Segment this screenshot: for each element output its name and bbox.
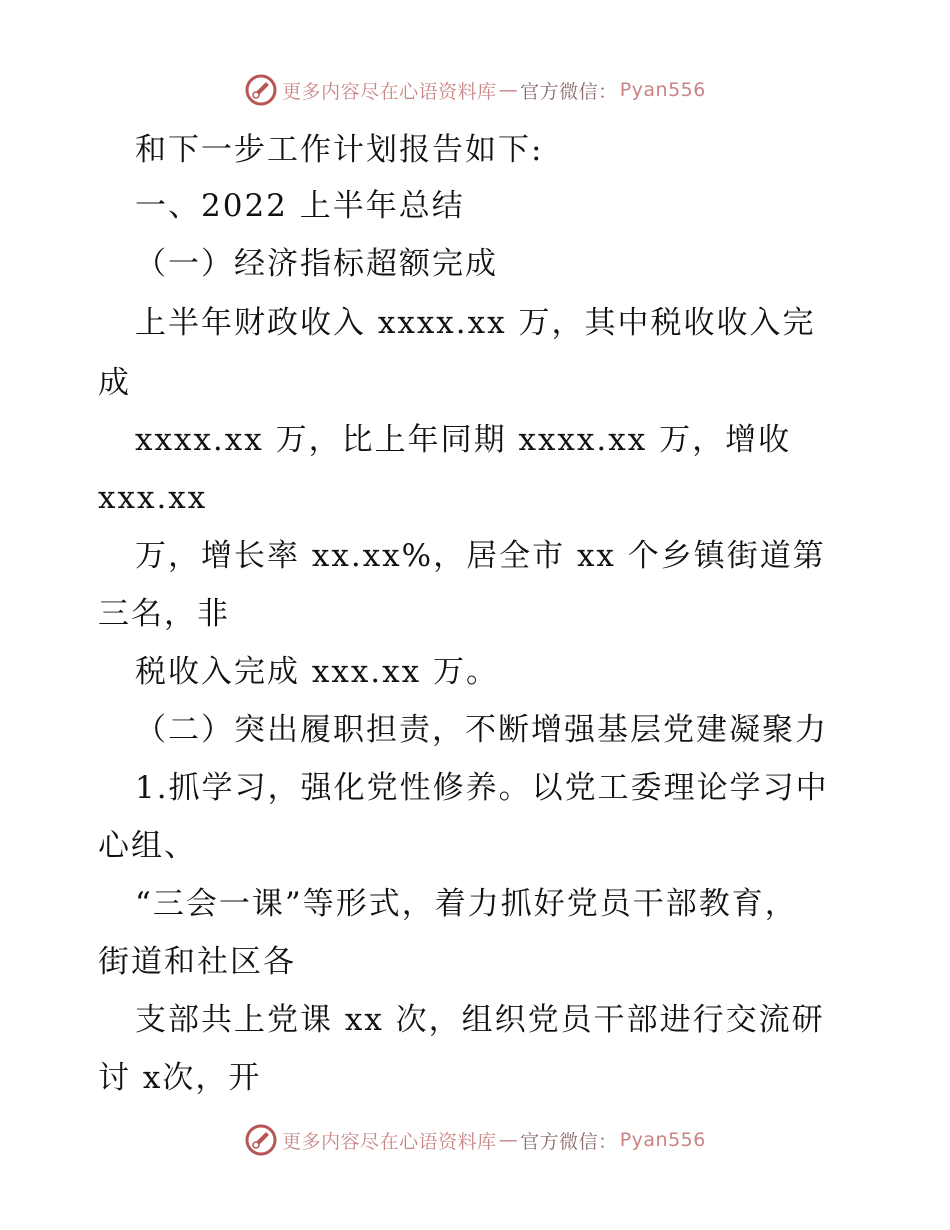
watermark-separator: — <box>498 1129 519 1151</box>
text-line: 心组、 <box>98 828 197 864</box>
text-line: xxxx.xx 万，比上年同期 xxxx.xx 万，增收 <box>135 422 792 458</box>
text-line: “三会一课”等形式，着力抓好党员干部教育， <box>135 886 798 922</box>
text-line: 1.抓学习，强化党性修养。以党工委理论学习中 <box>135 770 829 806</box>
text-line: 三名，非 <box>98 596 230 632</box>
text-line: 和下一步工作计划报告如下: <box>135 132 544 168</box>
footer-watermark <box>0 1120 950 1160</box>
brand-logo-icon <box>244 1123 278 1157</box>
header-watermark <box>0 70 950 110</box>
text-line: 讨 x次，开 <box>98 1060 262 1096</box>
text-line: 上半年财政收入 xxxx.xx 万，其中税收收入完 <box>135 305 816 341</box>
text-line: xxx.xx <box>98 480 208 516</box>
subsection-heading: （一）经济指标超额完成 <box>135 246 498 282</box>
section-heading: 一、2022 上半年总结 <box>135 188 465 224</box>
watermark-official-label: 官方微信： <box>520 1130 618 1153</box>
text-line: 支部共上党课 xx 次，组织党员干部进行交流研 <box>135 1002 825 1038</box>
text-line: 街道和社区各 <box>98 944 296 980</box>
subsection-heading: （二）突出履职担责，不断增强基层党建凝聚力 <box>135 712 828 748</box>
watermark-separator: — <box>498 79 519 101</box>
text-line: 万，增长率 xx.xx%，居全市 xx 个乡镇街道第 <box>135 538 826 574</box>
text-line: 税收入完成 xxx.xx 万。 <box>135 654 499 690</box>
watermark-official-label: 官方微信： <box>520 80 618 103</box>
watermark-text: 更多内容尽在心语资料库 <box>282 1130 497 1153</box>
watermark-wechat-id: Pyan556 <box>619 1129 706 1151</box>
watermark-text: 更多内容尽在心语资料库 <box>282 80 497 103</box>
watermark-wechat-id: Pyan556 <box>619 79 706 101</box>
brand-logo-icon <box>244 73 278 107</box>
text-line: 成 <box>98 365 131 401</box>
